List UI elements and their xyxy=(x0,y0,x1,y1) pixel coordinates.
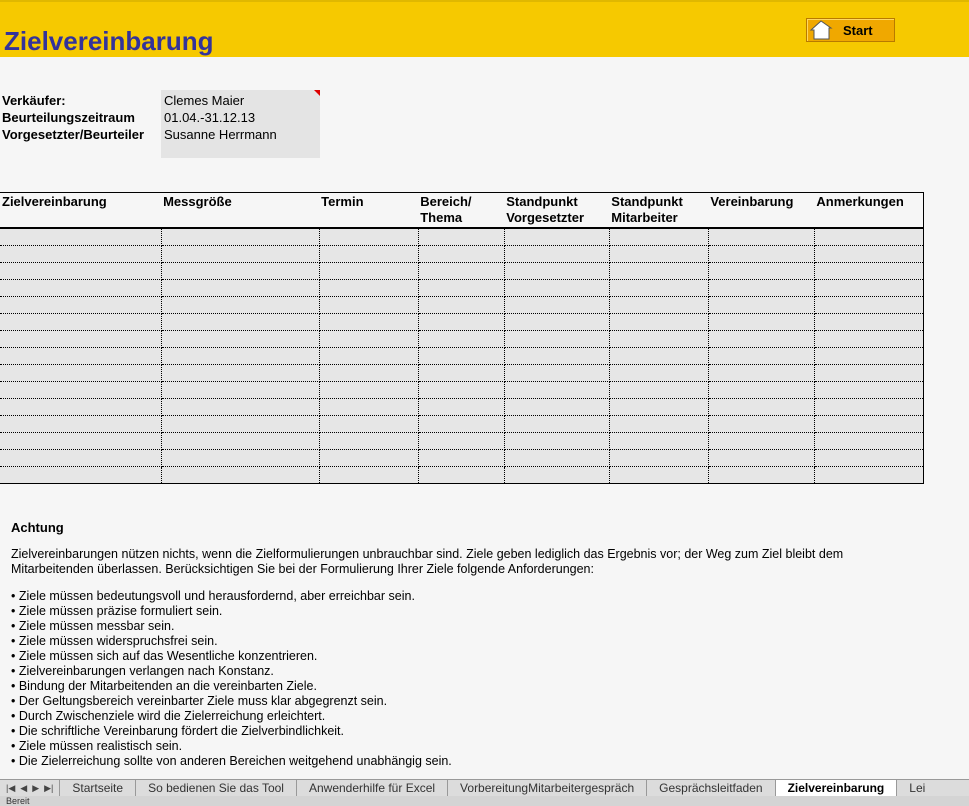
table-cell[interactable] xyxy=(814,415,923,432)
table-cell[interactable] xyxy=(814,296,923,313)
table-cell[interactable] xyxy=(418,296,504,313)
column-header: Termin xyxy=(319,193,418,229)
table-cell[interactable] xyxy=(319,398,418,415)
table-cell[interactable] xyxy=(504,228,609,245)
table-cell[interactable] xyxy=(814,245,923,262)
status-bar: Bereit xyxy=(0,796,969,806)
table-row xyxy=(0,262,924,279)
table-cell[interactable] xyxy=(609,330,708,347)
table-cell[interactable] xyxy=(814,364,923,381)
table-cell[interactable] xyxy=(319,381,418,398)
table-cell[interactable] xyxy=(161,347,319,364)
home-icon xyxy=(809,19,835,41)
table-cell[interactable] xyxy=(609,279,708,296)
table-cell[interactable] xyxy=(161,432,319,449)
table-cell[interactable] xyxy=(161,279,319,296)
table-cell[interactable] xyxy=(418,262,504,279)
table-cell[interactable] xyxy=(708,398,814,415)
table-cell[interactable] xyxy=(161,228,319,245)
info-labels xyxy=(2,92,144,143)
table-cell[interactable] xyxy=(0,330,161,347)
table-cell[interactable] xyxy=(504,245,609,262)
table-cell[interactable] xyxy=(418,432,504,449)
table-row xyxy=(0,330,924,347)
table-cell[interactable] xyxy=(504,313,609,330)
table-cell[interactable] xyxy=(814,347,923,364)
table-cell[interactable] xyxy=(319,228,418,245)
table-row xyxy=(0,296,924,313)
table-cell[interactable] xyxy=(814,313,923,330)
table-cell[interactable] xyxy=(418,398,504,415)
table-cell[interactable] xyxy=(319,466,418,483)
table-cell[interactable] xyxy=(0,432,161,449)
table-row xyxy=(0,364,924,381)
table-cell[interactable] xyxy=(504,296,609,313)
sheet-tab[interactable]: Lei xyxy=(896,780,937,796)
table-cell[interactable] xyxy=(708,279,814,296)
sheet-tab[interactable]: Gesprächsleitfaden xyxy=(646,780,774,796)
table-row xyxy=(0,381,924,398)
table-cell[interactable] xyxy=(319,313,418,330)
table-cell[interactable] xyxy=(708,432,814,449)
label-seller: Verkäufer: xyxy=(2,93,66,108)
table-cell[interactable] xyxy=(0,364,161,381)
table-cell[interactable] xyxy=(609,245,708,262)
table-cell[interactable] xyxy=(609,347,708,364)
table-row xyxy=(0,279,924,296)
start-button[interactable] xyxy=(806,18,895,42)
table-cell[interactable] xyxy=(0,245,161,262)
table-cell[interactable] xyxy=(504,466,609,483)
label-supervisor: Vorgesetzter/Beurteiler xyxy=(2,127,145,142)
table-cell[interactable] xyxy=(319,449,418,466)
table-cell[interactable] xyxy=(319,330,418,347)
table-cell[interactable] xyxy=(319,432,418,449)
table-cell[interactable] xyxy=(609,449,708,466)
table-cell[interactable] xyxy=(0,313,161,330)
table-cell[interactable] xyxy=(504,449,609,466)
sheet-tab[interactable]: Anwenderhilfe für Excel xyxy=(296,780,447,796)
table-cell[interactable] xyxy=(319,262,418,279)
table-cell[interactable] xyxy=(504,398,609,415)
table-cell[interactable] xyxy=(504,415,609,432)
table-row xyxy=(0,347,924,364)
table-cell[interactable] xyxy=(504,330,609,347)
sheet-tab[interactable]: VorbereitungMitarbeitergespräch xyxy=(447,780,646,796)
table-cell[interactable] xyxy=(609,313,708,330)
column-header: Anmerkungen xyxy=(814,193,923,229)
column-header: Messgröße xyxy=(161,193,319,229)
table-cell[interactable] xyxy=(814,381,923,398)
table-cell[interactable] xyxy=(0,449,161,466)
table-cell[interactable] xyxy=(708,296,814,313)
table-cell[interactable] xyxy=(161,398,319,415)
value-period[interactable]: 01.04.-31.12.13 xyxy=(164,110,256,125)
header-bar xyxy=(0,0,969,57)
table-cell[interactable] xyxy=(708,262,814,279)
start-label: Start xyxy=(843,22,873,38)
last-sheet-icon[interactable]: ▶| xyxy=(44,783,54,793)
table-cell[interactable] xyxy=(708,449,814,466)
bullet-item: • Die schriftliche Vereinbarung fördert die Zielverbindlichkeit. xyxy=(11,724,345,738)
table-cell[interactable] xyxy=(504,347,609,364)
table-cell[interactable] xyxy=(0,398,161,415)
table-row xyxy=(0,245,924,262)
table-cell[interactable] xyxy=(814,330,923,347)
table-cell[interactable] xyxy=(161,262,319,279)
table-cell[interactable] xyxy=(504,262,609,279)
tab-navigation[interactable] xyxy=(0,780,59,796)
table-cell[interactable] xyxy=(418,330,504,347)
table-cell[interactable] xyxy=(161,415,319,432)
table-cell[interactable] xyxy=(708,347,814,364)
table-cell[interactable] xyxy=(319,279,418,296)
sheet-tab[interactable]: So bedienen Sie das Tool xyxy=(135,780,296,796)
table-cell[interactable] xyxy=(161,449,319,466)
table-cell[interactable] xyxy=(161,296,319,313)
table-cell[interactable] xyxy=(708,313,814,330)
table-cell[interactable] xyxy=(0,415,161,432)
table-cell[interactable] xyxy=(609,364,708,381)
table-cell[interactable] xyxy=(504,364,609,381)
table-cell[interactable] xyxy=(609,381,708,398)
table-cell[interactable] xyxy=(814,432,923,449)
table-cell[interactable] xyxy=(319,415,418,432)
table-cell[interactable] xyxy=(708,330,814,347)
table-cell[interactable] xyxy=(814,449,923,466)
table-cell[interactable] xyxy=(418,347,504,364)
table-cell[interactable] xyxy=(418,364,504,381)
bullet-item: • Ziele müssen realistisch sein. xyxy=(11,739,183,753)
table-cell[interactable] xyxy=(418,449,504,466)
table-cell[interactable] xyxy=(161,245,319,262)
next-sheet-icon[interactable]: ▶ xyxy=(32,783,40,793)
table-cell[interactable] xyxy=(504,381,609,398)
notes-intro: Zielvereinbarungen nützen nichts, wenn die Zielformulierungen unbrauchbar sind. Ziele geben lediglich das Ergebnis vor; der Weg zum Ziel bleibt dem Mitarbeitenden überlassen. Berücksichtigen Sie bei der Formulierung Ihrer Ziele folgende Anforderungen: xyxy=(11,547,844,576)
table-row xyxy=(0,313,924,330)
table-row xyxy=(0,398,924,415)
value-seller[interactable]: Clemes Maier xyxy=(164,93,245,108)
table-cell[interactable] xyxy=(708,228,814,245)
column-header: Standpunkt Vorgesetzter xyxy=(504,193,609,229)
table-cell[interactable] xyxy=(814,466,923,483)
table-cell[interactable] xyxy=(418,381,504,398)
table-cell[interactable] xyxy=(161,364,319,381)
table-cell[interactable] xyxy=(814,398,923,415)
table-cell[interactable] xyxy=(504,279,609,296)
table-cell[interactable] xyxy=(0,279,161,296)
bullet-item: • Durch Zwischenziele wird die Zielerreichung erleichtert. xyxy=(11,709,326,723)
table-cell[interactable] xyxy=(609,262,708,279)
column-header: Standpunkt Mitarbeiter xyxy=(609,193,708,229)
table-cell[interactable] xyxy=(418,228,504,245)
bullet-item: • Der Geltungsbereich vereinbarter Ziele muss klar abgegrenzt sein. xyxy=(11,694,388,708)
table-cell[interactable] xyxy=(609,432,708,449)
table-cell[interactable] xyxy=(418,466,504,483)
table-cell[interactable] xyxy=(708,415,814,432)
column-header: Zielvereinbarung xyxy=(0,193,161,229)
goal-table xyxy=(0,192,924,484)
prev-sheet-icon[interactable]: ◀ xyxy=(20,783,28,793)
info-values[interactable] xyxy=(161,90,320,158)
table-cell[interactable] xyxy=(319,364,418,381)
bullet-item: • Ziele müssen bedeutungsvoll und herausfordernd, aber erreichbar sein. xyxy=(11,589,415,603)
first-sheet-icon[interactable]: |◀ xyxy=(6,783,16,793)
table-cell[interactable] xyxy=(418,313,504,330)
table-cell[interactable] xyxy=(609,415,708,432)
table-cell[interactable] xyxy=(161,313,319,330)
table-cell[interactable] xyxy=(161,330,319,347)
bullet-item: • Bindung der Mitarbeitenden an die vereinbarten Ziele. xyxy=(11,679,317,693)
table-cell[interactable] xyxy=(161,466,319,483)
table-cell[interactable] xyxy=(319,296,418,313)
table-cell[interactable] xyxy=(609,228,708,245)
page-title: Zielvereinbarung xyxy=(4,26,214,56)
table-cell[interactable] xyxy=(319,245,418,262)
column-header: Bereich/ Thema xyxy=(418,193,504,229)
sheet-tabs xyxy=(0,779,969,796)
table-cell[interactable] xyxy=(814,262,923,279)
table-cell[interactable] xyxy=(609,296,708,313)
bullet-item: • Ziele müssen sich auf das Wesentliche konzentrieren. xyxy=(11,649,318,663)
bullet-item: • Ziele müssen präzise formuliert sein. xyxy=(11,604,223,618)
label-period: Beurteilungszeitraum xyxy=(2,110,135,125)
bullet-item: • Ziele müssen messbar sein. xyxy=(11,619,175,633)
table-row xyxy=(0,228,924,245)
table-cell[interactable] xyxy=(418,415,504,432)
table-cell[interactable] xyxy=(504,432,609,449)
table-cell[interactable] xyxy=(0,228,161,245)
table-cell[interactable] xyxy=(0,296,161,313)
table-cell[interactable] xyxy=(708,364,814,381)
notes-heading: Achtung xyxy=(11,520,64,535)
sheet-tab[interactable]: Startseite xyxy=(59,780,135,796)
table-cell[interactable] xyxy=(708,245,814,262)
table-cell[interactable] xyxy=(0,381,161,398)
column-header: Vereinbarung xyxy=(708,193,814,229)
bullet-item: • Zielvereinbarungen verlangen nach Konstanz. xyxy=(11,664,274,678)
table-cell[interactable] xyxy=(319,347,418,364)
table-cell[interactable] xyxy=(0,347,161,364)
table-cell[interactable] xyxy=(708,381,814,398)
sheet-tab[interactable]: Zielvereinbarung xyxy=(775,780,897,796)
table-cell[interactable] xyxy=(0,262,161,279)
table-cell[interactable] xyxy=(609,398,708,415)
value-supervisor[interactable]: Susanne Herrmann xyxy=(164,127,277,142)
table-row xyxy=(0,432,924,449)
table-cell[interactable] xyxy=(0,466,161,483)
table-row xyxy=(0,466,924,483)
table-cell[interactable] xyxy=(418,279,504,296)
table-row xyxy=(0,449,924,466)
table-cell[interactable] xyxy=(609,466,708,483)
notes-bullets xyxy=(11,589,911,769)
table-row xyxy=(0,415,924,432)
notes-section xyxy=(11,520,911,769)
bullet-item: • Ziele müssen widerspruchsfrei sein. xyxy=(11,634,218,648)
bullet-item: • Die Zielerreichung sollte von anderen Bereichen weitgehend unabhängig sein. xyxy=(11,754,452,768)
table-cell[interactable] xyxy=(708,466,814,483)
table-cell[interactable] xyxy=(418,245,504,262)
table-cell[interactable] xyxy=(161,381,319,398)
table-cell[interactable] xyxy=(814,279,923,296)
table-cell[interactable] xyxy=(814,228,923,245)
